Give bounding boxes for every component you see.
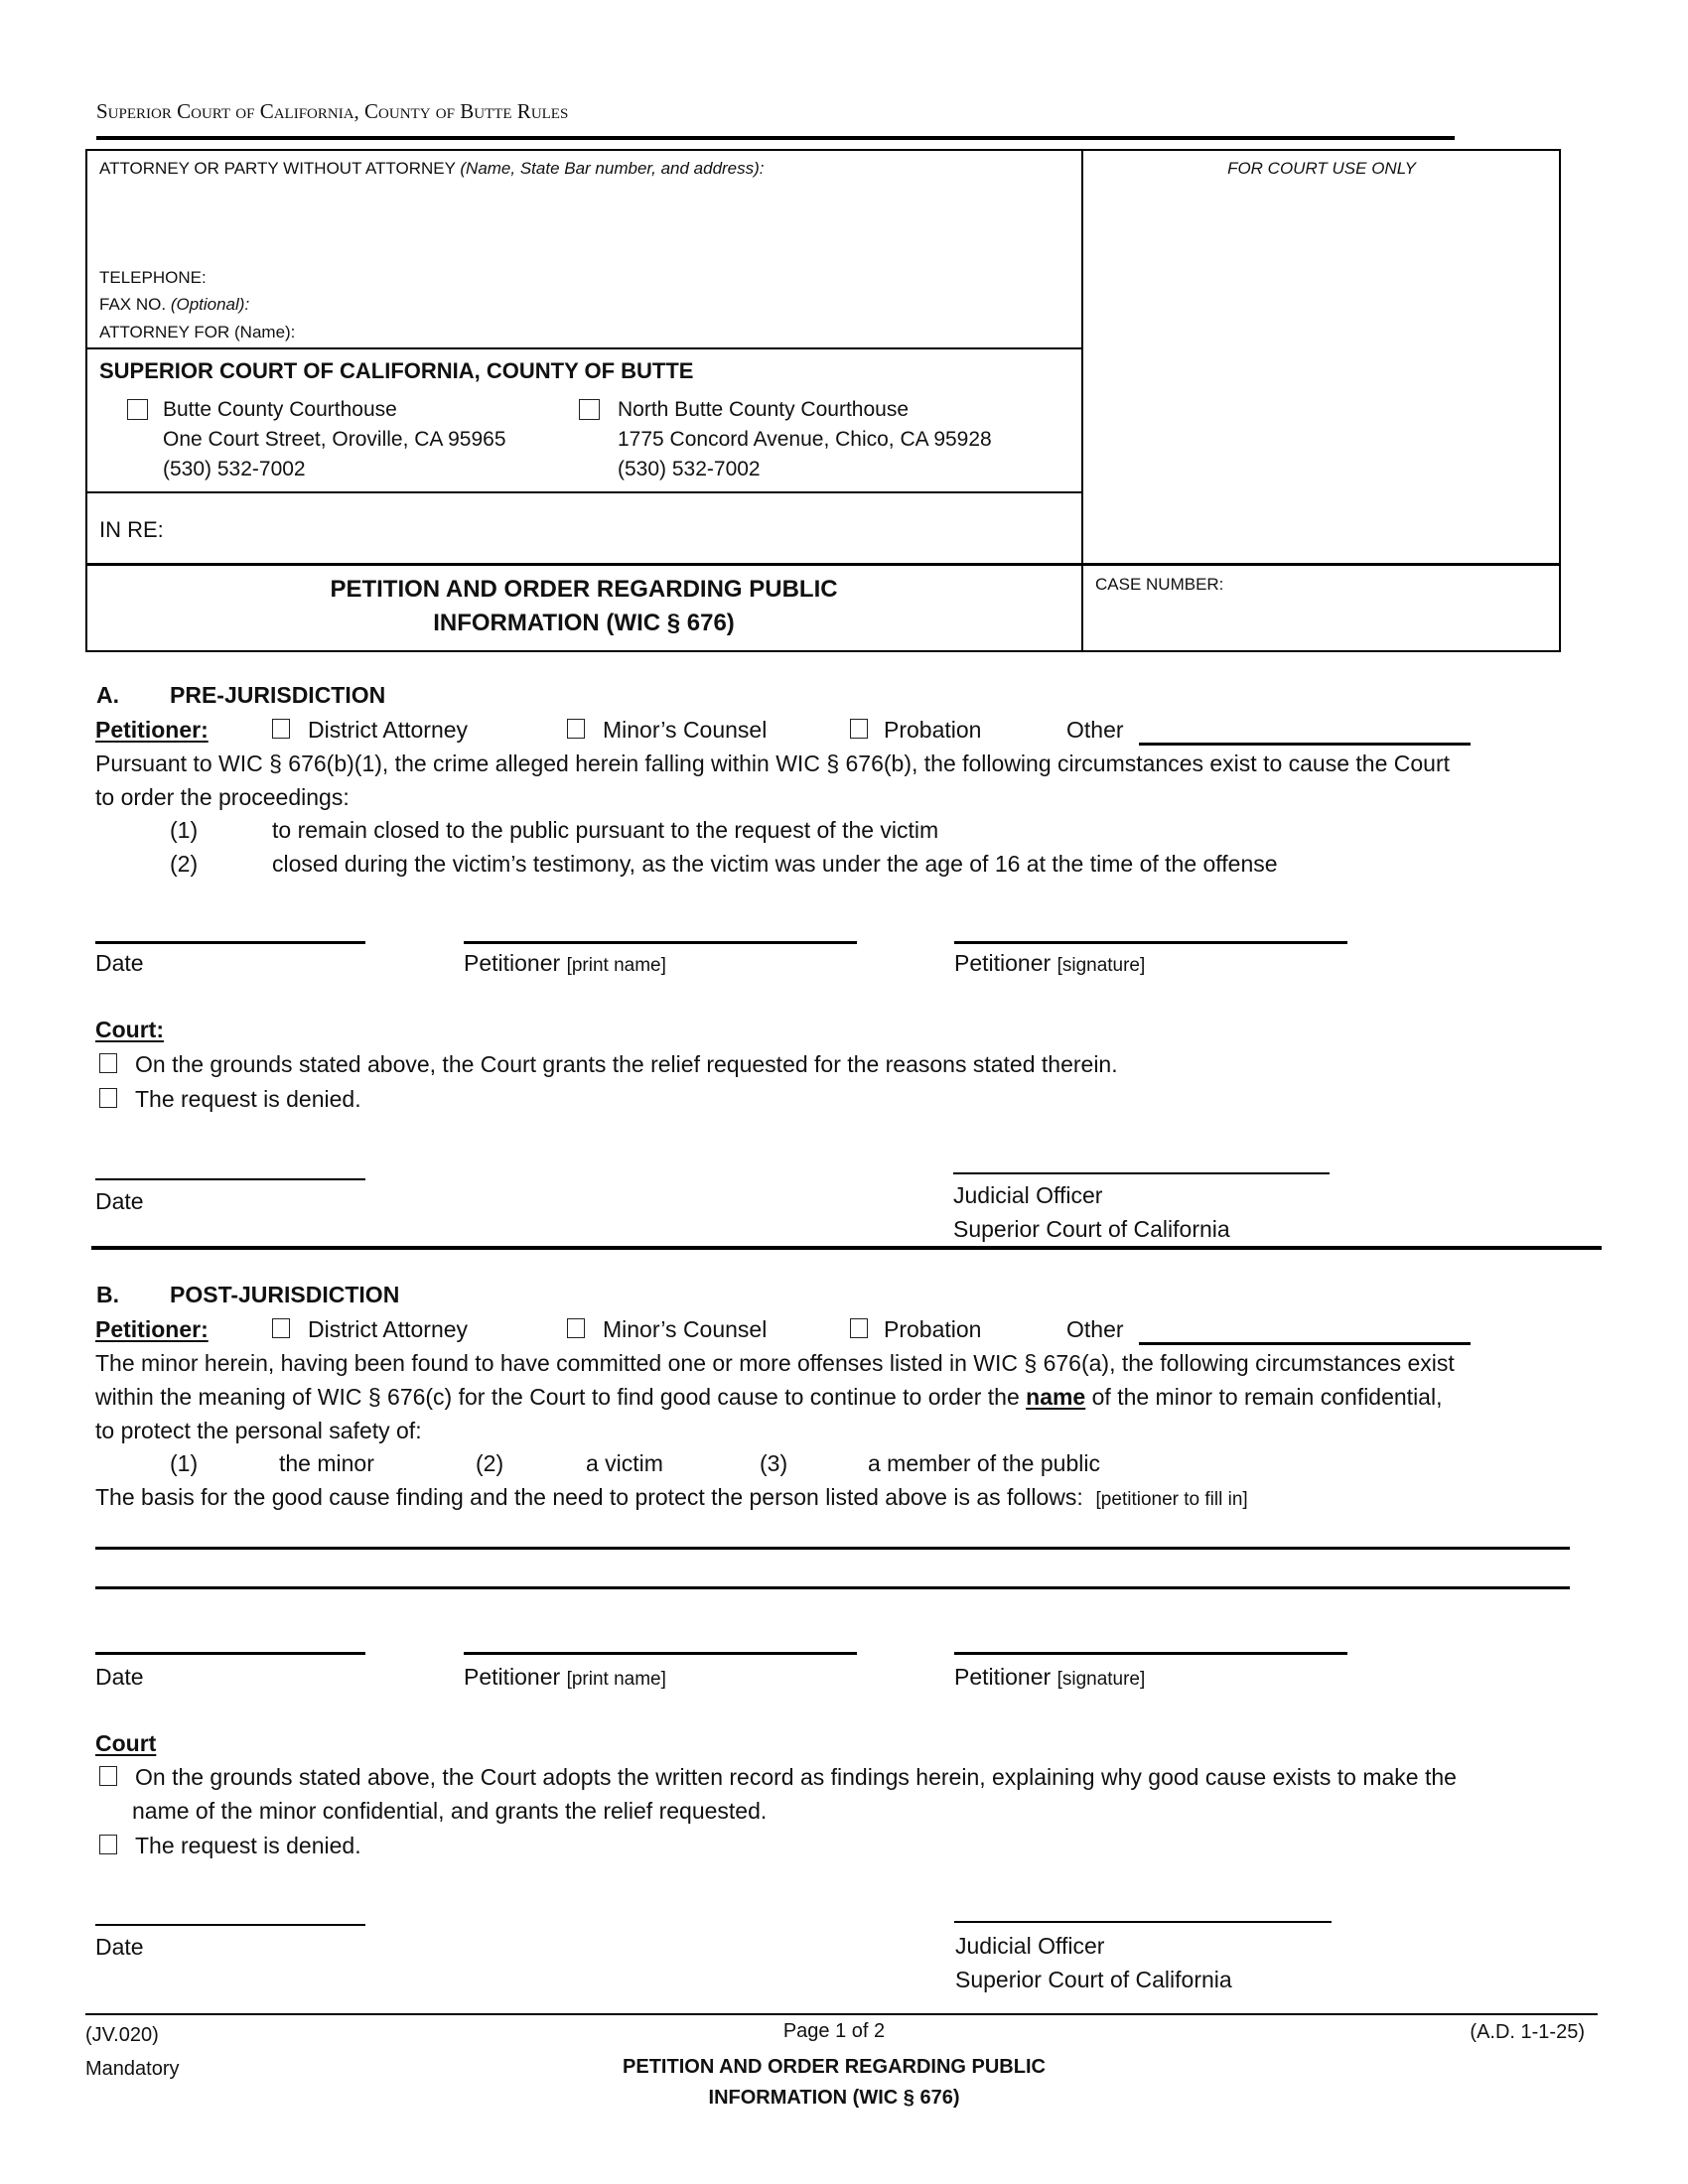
rules-header: Superior Court of California, County of Butte Rules [96, 99, 569, 123]
date-label: Date [95, 950, 144, 976]
petitioner-option: Probation [884, 717, 982, 743]
print-name-label [464, 1663, 666, 1694]
section-b-paragraph: to protect the personal safety of: [95, 1418, 422, 1443]
courthouse-address: One Court Street, Oroville, CA 95965 [163, 428, 506, 451]
petitioner-option: District Attorney [308, 717, 469, 743]
section-b-paragraph: The minor herein, having been found to have committed one or more offenses listed in WIC § 676(a), the following circumstances exist [95, 1350, 1455, 1376]
court-deny-text: The request is denied. [135, 1086, 361, 1112]
petitioner-option: Probation [884, 1316, 982, 1342]
basis-text [95, 1483, 1248, 1514]
court-grant-text: On the grounds stated above, the Court grants the relief requested for the reasons stated therein. [135, 1051, 1118, 1077]
section-a-heading: PRE-JURISDICTION [170, 682, 386, 708]
court-adopt-checkbox[interactable] [99, 1766, 117, 1786]
petitioner-label: Petitioner: [95, 717, 209, 743]
item-number: (2) [476, 1450, 504, 1476]
section-a-paragraph: Pursuant to WIC § 676(b)(1), the crime alleged herein falling within WIC § 676(b), the following circumstances exist to cause the Court [95, 751, 1451, 776]
print-name-line[interactable] [464, 941, 857, 944]
courthouse-phone: (530) 532-7002 [618, 458, 761, 480]
print-name-hint: [print name] [566, 955, 666, 976]
petitioner-minors-counsel-checkbox[interactable] [567, 719, 585, 739]
in-re-label: IN RE: [99, 517, 164, 542]
item-number: (2) [170, 851, 199, 877]
form-id: (JV.020) [85, 2024, 159, 2046]
court-deny-checkbox[interactable] [99, 1088, 117, 1108]
print-name-text: Petitioner [464, 950, 561, 976]
footer-title-line2: INFORMATION (WIC § 676) [708, 2087, 960, 2109]
other-label: Other [1066, 717, 1124, 743]
court-use-only: FOR COURT USE ONLY [1227, 159, 1416, 178]
telephone-label: TELEPHONE: [99, 268, 207, 287]
petitioner-option: Minor’s Counsel [603, 1316, 768, 1342]
paragraph-text: of the minor to remain confidential, [1085, 1384, 1443, 1410]
section-a-paragraph: to order the proceedings: [95, 784, 350, 810]
other-input-line[interactable] [1139, 1342, 1471, 1345]
petitioner-option: District Attorney [308, 1316, 469, 1342]
attorney-label [99, 158, 765, 180]
attorney-hint: (Name, State Bar number, and address): [460, 159, 765, 178]
item-text: a member of the public [868, 1450, 1100, 1476]
petitioner-da-checkbox[interactable] [272, 1318, 290, 1338]
courthouse-name: Butte County Courthouse [163, 398, 397, 421]
signature-line[interactable] [954, 941, 1347, 944]
petitioner-minors-counsel-checkbox[interactable] [567, 1318, 585, 1338]
fax-hint: (Optional): [170, 295, 250, 314]
signature-text: Petitioner [954, 1664, 1052, 1690]
court-name: SUPERIOR COURT OF CALIFORNIA, COUNTY OF BUTTE [99, 358, 694, 383]
page-number: Page 1 of 2 [782, 2020, 886, 2042]
print-name-line[interactable] [464, 1652, 857, 1655]
caption-rule [85, 563, 1561, 566]
judicial-officer-label: Judicial Officer [953, 1182, 1103, 1208]
form-title-line1: PETITION AND ORDER REGARDING PUBLIC [330, 576, 838, 603]
paragraph-emphasis: name [1026, 1384, 1086, 1410]
section-b-paragraph [95, 1383, 1442, 1411]
item-number: (1) [170, 817, 199, 843]
item-text: a victim [586, 1450, 663, 1476]
revision-date: (A.D. 1-1-25) [1470, 2021, 1585, 2043]
judicial-officer-label: Judicial Officer [955, 1933, 1105, 1959]
item-number: (3) [760, 1450, 788, 1476]
judicial-signature-line[interactable] [954, 1921, 1332, 1923]
basis-fill-line[interactable] [95, 1586, 1570, 1589]
other-input-line[interactable] [1139, 743, 1471, 746]
superior-court-label: Superior Court of California [953, 1216, 1230, 1242]
item-text: the minor [279, 1450, 374, 1476]
section-divider [91, 1246, 1602, 1250]
basis-fill-line[interactable] [95, 1547, 1570, 1550]
date-label: Date [95, 1664, 144, 1690]
case-number-label: CASE NUMBER: [1095, 575, 1224, 594]
section-b-letter: B. [96, 1282, 119, 1307]
basis-hint: [petitioner to fill in] [1095, 1489, 1248, 1510]
court-deny-checkbox[interactable] [99, 1835, 117, 1854]
judicial-signature-line[interactable] [953, 1172, 1330, 1174]
item-text: to remain closed to the public pursuant to the request of the victim [272, 817, 939, 843]
signature-hint: [signature] [1056, 1669, 1146, 1690]
court-deny-text: The request is denied. [135, 1833, 361, 1858]
section-b-heading: POST-JURISDICTION [170, 1282, 400, 1307]
courthouse-name: North Butte County Courthouse [618, 398, 909, 421]
item-text: closed during the victim’s testimony, as the victim was under the age of 16 at the time of the offense [272, 851, 1278, 877]
court-date-label: Date [95, 1934, 144, 1960]
mandatory-label: Mandatory [85, 2058, 180, 2080]
court-label: Court: [95, 1017, 164, 1042]
footer-rule [85, 2013, 1598, 2015]
petitioner-option: Minor’s Counsel [603, 717, 768, 743]
court-adopt-text: name of the minor confidential, and grants the relief requested. [132, 1798, 768, 1824]
petitioner-probation-checkbox[interactable] [850, 719, 868, 739]
form-title-line2: INFORMATION (WIC § 676) [433, 610, 735, 636]
signature-line[interactable] [954, 1652, 1347, 1655]
date-line[interactable] [95, 941, 365, 944]
superior-court-label: Superior Court of California [955, 1967, 1232, 1992]
basis-label: The basis for the good cause finding and the need to protect the person listed above is as follows: [95, 1484, 1083, 1510]
fax-text: FAX NO. [99, 295, 167, 314]
court-grant-checkbox[interactable] [99, 1053, 117, 1073]
court-adopt-text: On the grounds stated above, the Court adopts the written record as findings herein, explaining why good cause exists to make the [135, 1764, 1457, 1790]
court-label: Court [95, 1730, 157, 1756]
paragraph-text: within the meaning of WIC § 676(c) for the Court to find good cause to continue to order the [95, 1384, 1027, 1410]
signature-hint: [signature] [1056, 955, 1146, 976]
fax-label [99, 294, 249, 316]
date-line[interactable] [95, 1652, 365, 1655]
print-name-label [464, 949, 666, 980]
court-date-label: Date [95, 1188, 144, 1214]
print-name-text: Petitioner [464, 1664, 561, 1690]
signature-label [954, 949, 1145, 980]
signature-label [954, 1663, 1145, 1694]
courthouse-checkbox-oroville[interactable] [127, 399, 148, 420]
courthouse-checkbox-chico[interactable] [579, 399, 600, 420]
petitioner-probation-checkbox[interactable] [850, 1318, 868, 1338]
item-number: (1) [170, 1450, 199, 1476]
courthouse-phone: (530) 532-7002 [163, 458, 306, 480]
signature-text: Petitioner [954, 950, 1052, 976]
caption-rule [85, 347, 1082, 349]
attorney-label-text: ATTORNEY OR PARTY WITHOUT ATTORNEY [99, 159, 456, 178]
footer-title-line1: PETITION AND ORDER REGARDING PUBLIC [623, 2056, 1046, 2078]
caption-rule [85, 491, 1082, 493]
petitioner-da-checkbox[interactable] [272, 719, 290, 739]
court-date-line[interactable] [95, 1178, 365, 1180]
header-rule [96, 136, 1455, 140]
section-a-letter: A. [96, 682, 119, 708]
court-date-line[interactable] [95, 1924, 365, 1926]
petitioner-label: Petitioner: [95, 1316, 209, 1342]
courthouse-address: 1775 Concord Avenue, Chico, CA 95928 [618, 428, 992, 451]
other-label: Other [1066, 1316, 1124, 1342]
print-name-hint: [print name] [566, 1669, 666, 1690]
attorney-for-label: ATTORNEY FOR (Name): [99, 323, 296, 341]
